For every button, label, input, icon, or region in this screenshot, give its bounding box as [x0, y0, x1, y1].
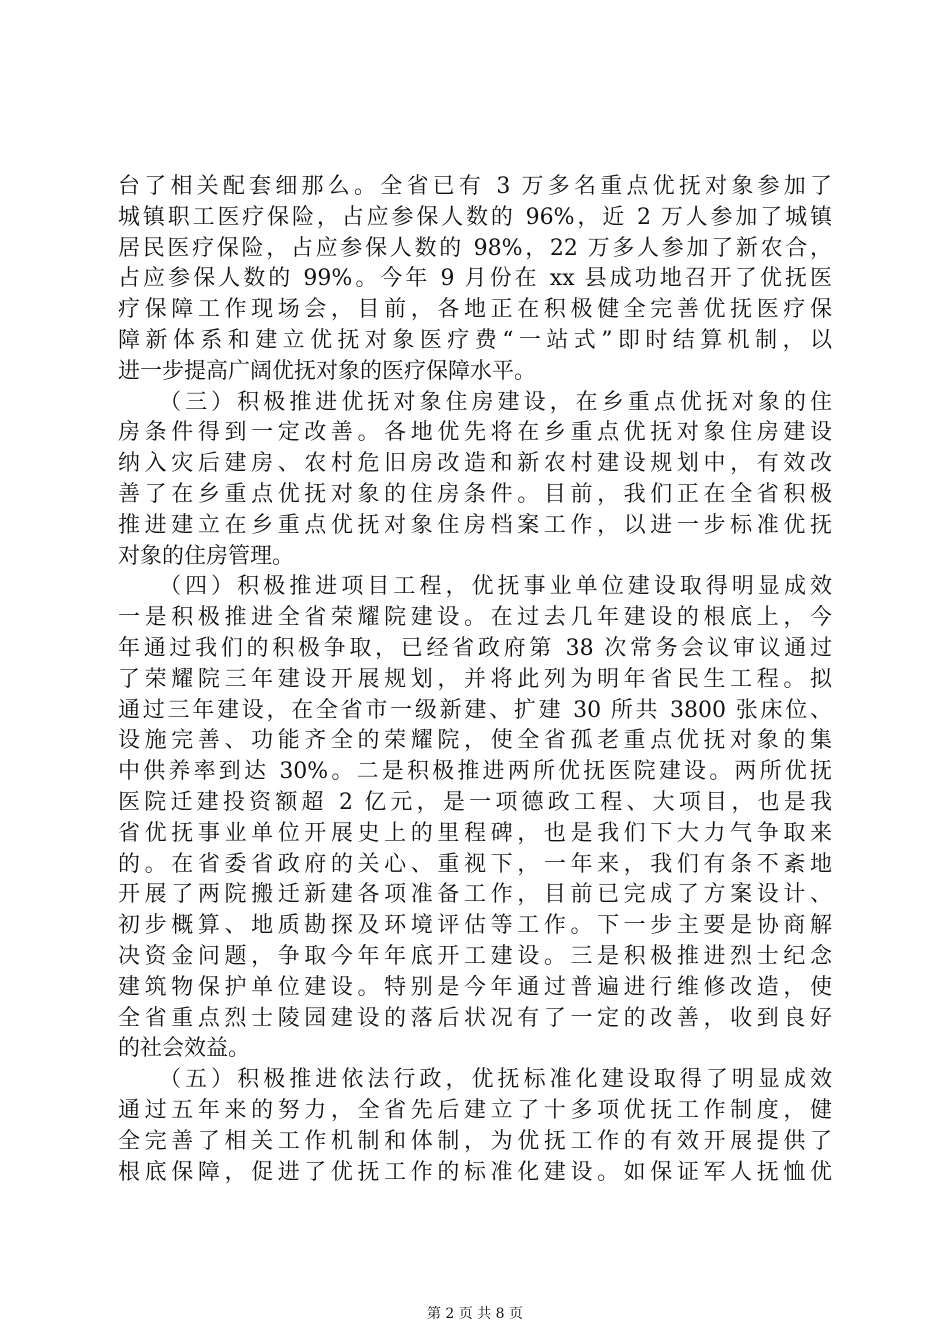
- text-line: 通过三年建设，在全省市一级新建、扩建 30 所共 3800 张床位、: [118, 697, 832, 723]
- text-line: 障新体系和建立优抚对象医疗费“一站式”即时结算机制，以: [118, 327, 832, 353]
- text-line: 了荣耀院三年建设开展规划，并将此列为明年省民生工程。拟: [118, 666, 832, 692]
- text-line: 推进建立在乡重点优抚对象住房档案工作，以进一步标准优抚: [118, 512, 832, 538]
- text-line: 房条件得到一定改善。各地优先将在乡重点优抚对象住房建设: [118, 420, 832, 446]
- text-line: 对象的住房管理。: [118, 543, 295, 569]
- text-line: （四）积极推进项目工程，优抚事业单位建设取得明显成效: [118, 574, 832, 600]
- text-line: 建筑物保护单位建设。特别是今年通过普遍进行维修改造，使: [118, 974, 832, 1000]
- text-line: 省优抚事业单位开展史上的里程碑，也是我们下大力气争取来: [118, 820, 832, 846]
- text-line: 开展了两院搬迁新建各项准备工作，目前已完成了方案设计、: [118, 882, 832, 908]
- text-line: 疗保障工作现场会，目前，各地正在积极健全完善优抚医疗保: [118, 297, 832, 323]
- text-line: 城镇职工医疗保险，占应参保人数的 96%，近 2 万人参加了城镇: [118, 204, 832, 230]
- text-line: 居民医疗保险，占应参保人数的 98%，22 万多人参加了新农合，: [118, 235, 832, 261]
- text-line: （五）积极推进依法行政，优抚标准化建设取得了明显成效: [118, 1067, 832, 1093]
- text-line: 年通过我们的积极争取，已经省政府第 38 次常务会议审议通过: [118, 635, 832, 661]
- page-footer: 第 2 页 共 8 页: [426, 1306, 524, 1322]
- text-line: 全省重点烈士陵园建设的落后状况有了一定的改善，收到良好: [118, 1005, 832, 1031]
- body-text: [118, 172, 832, 1188]
- text-line: 的。在省委省政府的关心、重视下，一年来，我们有条不紊地: [118, 851, 832, 877]
- text-line: 设施完善、功能齐全的荣耀院，使全省孤老重点优抚对象的集: [118, 728, 832, 754]
- text-line: 纳入灾后建房、农村危旧房改造和新农村建设规划中，有效改: [118, 451, 832, 477]
- text-line: 善了在乡重点优抚对象的住房条件。目前，我们正在全省积极: [118, 481, 832, 507]
- text-line: 一是积极推进全省荣耀院建设。在过去几年建设的根底上，今: [118, 605, 832, 631]
- text-line: 台了相关配套细那么。全省已有 3 万多名重点优抚对象参加了: [118, 174, 832, 199]
- text-line: 中供养率到达 30%。二是积极推进两所优抚医院建设。两所优抚: [118, 759, 832, 785]
- text-line: 进一步提高广阔优抚对象的医疗保障水平。: [118, 358, 537, 384]
- text-line: 根底保障，促进了优抚工作的标准化建设。如保证军人抚恤优: [118, 1159, 832, 1185]
- text-line: 全完善了相关工作机制和体制，为优抚工作的有效开展提供了: [118, 1128, 832, 1154]
- text-line: 通过五年来的努力，全省先后建立了十多项优抚工作制度，健: [118, 1097, 832, 1123]
- text-line: （三）积极推进优抚对象住房建设，在乡重点优抚对象的住: [118, 389, 832, 415]
- text-line: 决资金问题，争取今年年底开工建设。三是积极推进烈士纪念: [118, 943, 832, 969]
- text-line: 医院迁建投资额超 2 亿元，是一项德政工程、大项目，也是我: [118, 789, 832, 815]
- text-line: 占应参保人数的 99%。今年 9 月份在 xx 县成功地召开了优抚医: [118, 266, 832, 292]
- text-line: 的社会效益。: [118, 1036, 251, 1062]
- text-line: 初步概算、地质勘探及环境评估等工作。下一步主要是协商解: [118, 913, 832, 939]
